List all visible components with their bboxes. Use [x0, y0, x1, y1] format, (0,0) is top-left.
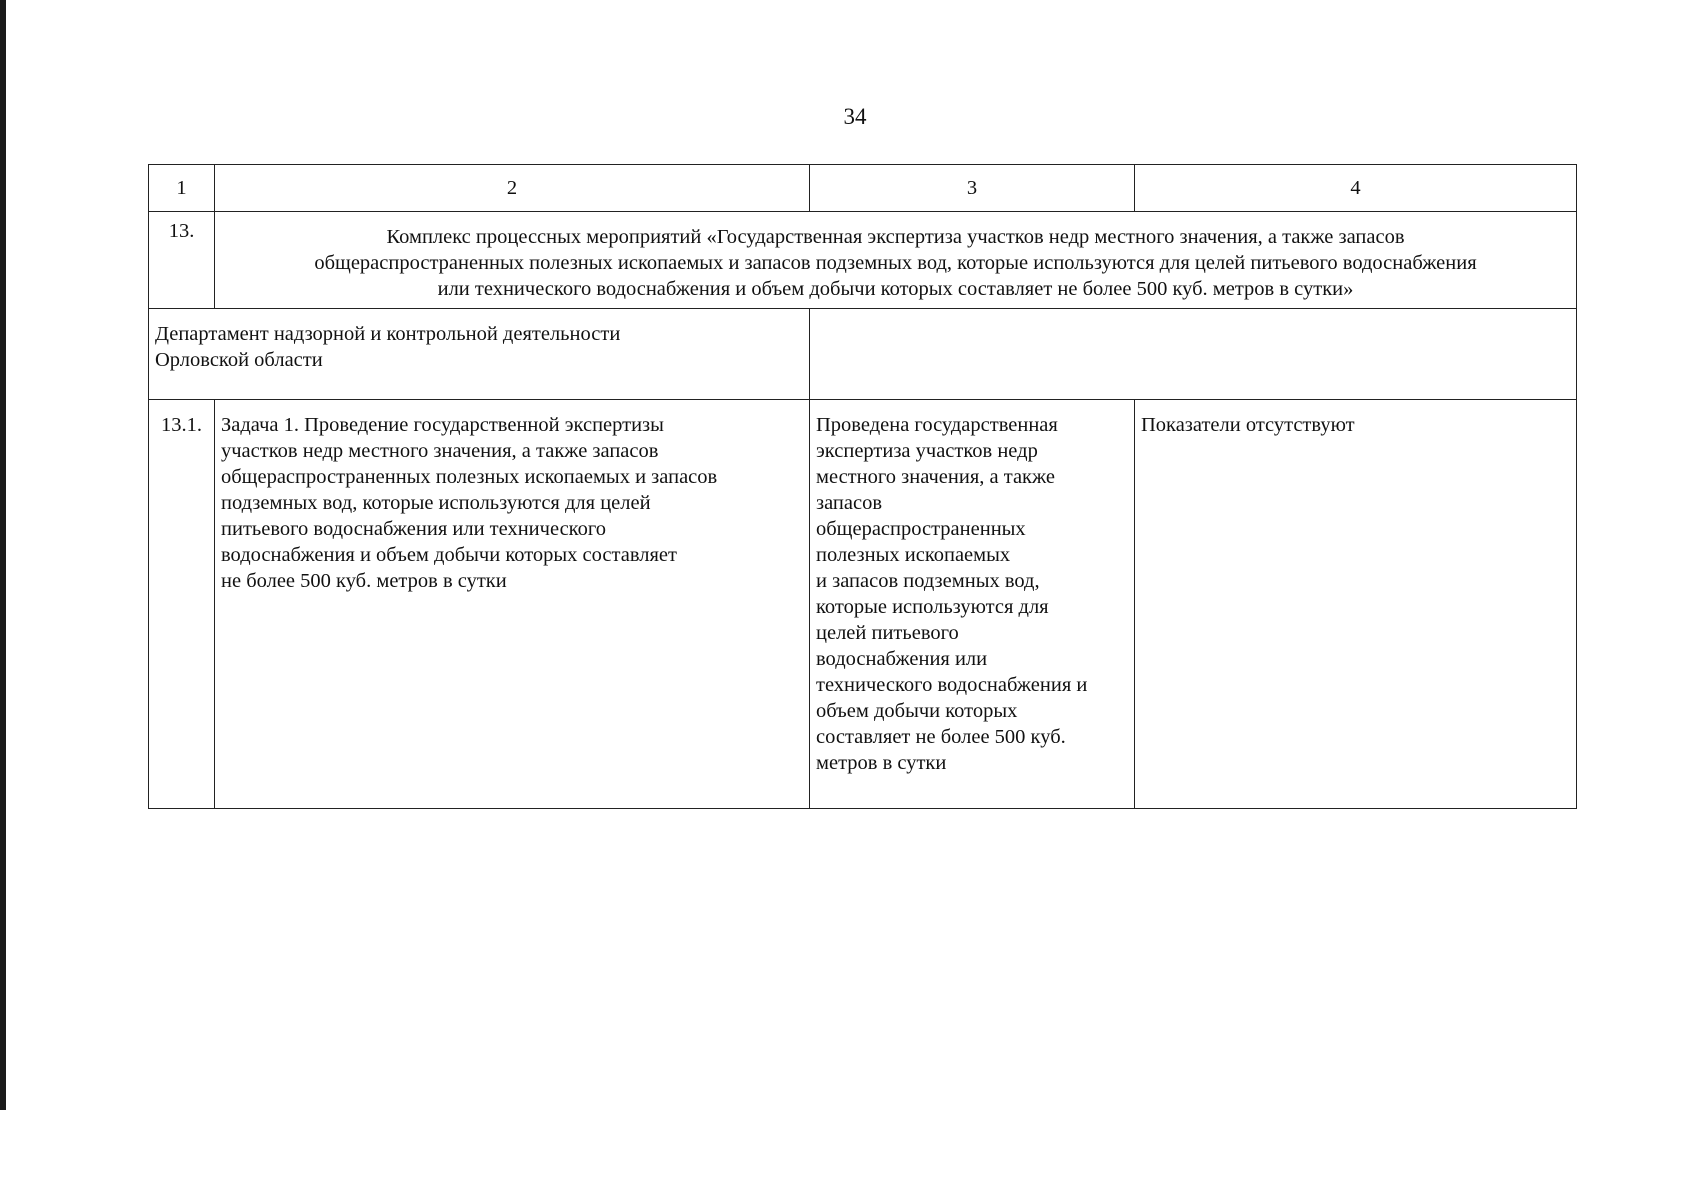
scan-edge — [0, 0, 6, 1110]
section-number: 13. — [149, 212, 215, 309]
section-row — [149, 212, 1577, 309]
task-description: Задача 1. Проведение государственной экспертизы участков недр местного значения, а также запасов общераспространенных полезных ископаемых и запасов подземных вод, которые используются для целей питьевого водоснабжения или технического водоснабжения и объем добычи которых составляет не более 500 куб. метров в сутки — [215, 400, 810, 809]
column-number-4: 4 — [1135, 165, 1577, 212]
page-number: 34 — [843, 104, 867, 129]
measures-table — [148, 164, 1577, 809]
department-empty-cell — [810, 309, 1577, 400]
column-number-3: 3 — [810, 165, 1135, 212]
column-number-2: 2 — [215, 165, 810, 212]
department-name: Департамент надзорной и контрольной деятельности Орловской области — [149, 309, 810, 400]
column-number-1: 1 — [149, 165, 215, 212]
section-title: Комплекс процессных мероприятий «Государственная экспертиза участков недр местного значения, а также запасов общераспространенных полезных ископаемых и запасов подземных вод, которые используются для целей питьевого водоснабжения или технического водоснабжения и объем добычи которых составляет не более 500 куб. метров в сутки» — [215, 212, 1577, 309]
department-row — [149, 309, 1577, 400]
column-number-row — [149, 165, 1577, 212]
task-indicators: Показатели отсутствуют — [1135, 400, 1577, 809]
task-number: 13.1. — [149, 400, 215, 809]
task-result: Проведена государственная экспертиза участков недр местного значения, а также запасов общераспространенных полезных ископаемых и запасов подземных вод, которые используются для целей питьевого водоснабжения или технического водоснабжения и объем добычи которых составляет не более 500 куб. метров в сутки — [810, 400, 1135, 809]
task-row — [149, 400, 1577, 809]
